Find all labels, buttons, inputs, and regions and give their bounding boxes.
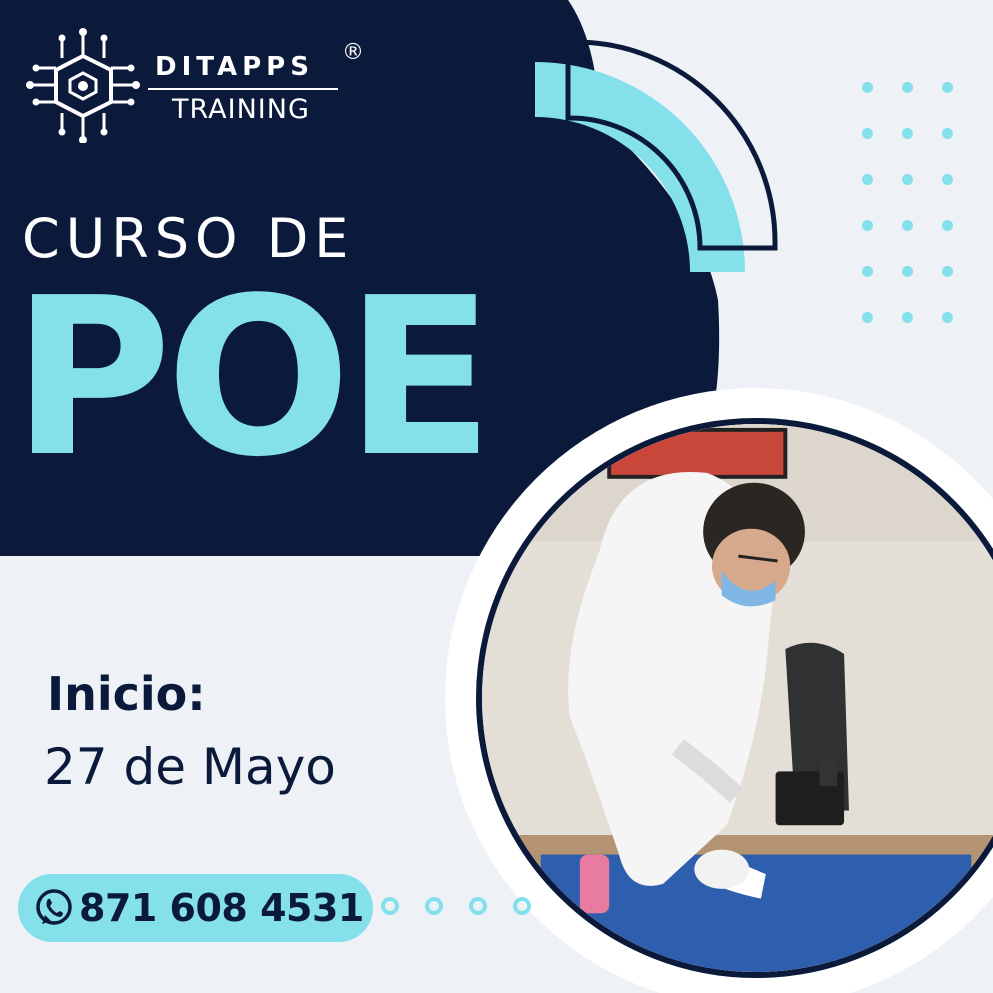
decorative-dot	[902, 82, 913, 93]
start-date: 27 de Mayo	[44, 738, 336, 796]
decorative-dot	[942, 174, 953, 185]
decorative-dot	[862, 128, 873, 139]
decorative-dot	[902, 128, 913, 139]
decorative-dot	[902, 174, 913, 185]
circuit-logo-icon	[26, 28, 141, 143]
whatsapp-icon	[34, 888, 74, 928]
decorative-dot-grid	[862, 82, 972, 332]
brand-subtitle: TRAINING	[172, 94, 310, 125]
decorative-dot	[902, 266, 913, 277]
decorative-dot	[942, 220, 953, 231]
decorative-ring-dot	[469, 897, 487, 915]
decorative-ring-dot	[381, 897, 399, 915]
decorative-dot	[902, 220, 913, 231]
decorative-dot	[862, 266, 873, 277]
decorative-dot	[942, 82, 953, 93]
start-label: Inicio:	[47, 667, 206, 721]
registered-mark: ®	[342, 40, 364, 65]
brand-name: DITAPPS	[155, 52, 314, 82]
decorative-dot	[942, 266, 953, 277]
phone-contact[interactable]	[18, 874, 373, 942]
decorative-dot	[942, 312, 953, 323]
decorative-ring-dot	[425, 897, 443, 915]
brand-logo	[26, 28, 371, 138]
photo-illustration	[482, 424, 993, 972]
decorative-dot	[862, 174, 873, 185]
decorative-dot	[862, 220, 873, 231]
decorative-dot	[942, 128, 953, 139]
course-title: POE	[12, 252, 489, 505]
decorative-ring-dot	[513, 897, 531, 915]
decorative-dot	[862, 82, 873, 93]
phone-number[interactable]: 871 608 4531	[79, 886, 364, 930]
decorative-dot	[862, 312, 873, 323]
course-prefix: CURSO DE	[22, 207, 355, 270]
brand-divider	[148, 88, 338, 90]
decorative-dot	[902, 312, 913, 323]
